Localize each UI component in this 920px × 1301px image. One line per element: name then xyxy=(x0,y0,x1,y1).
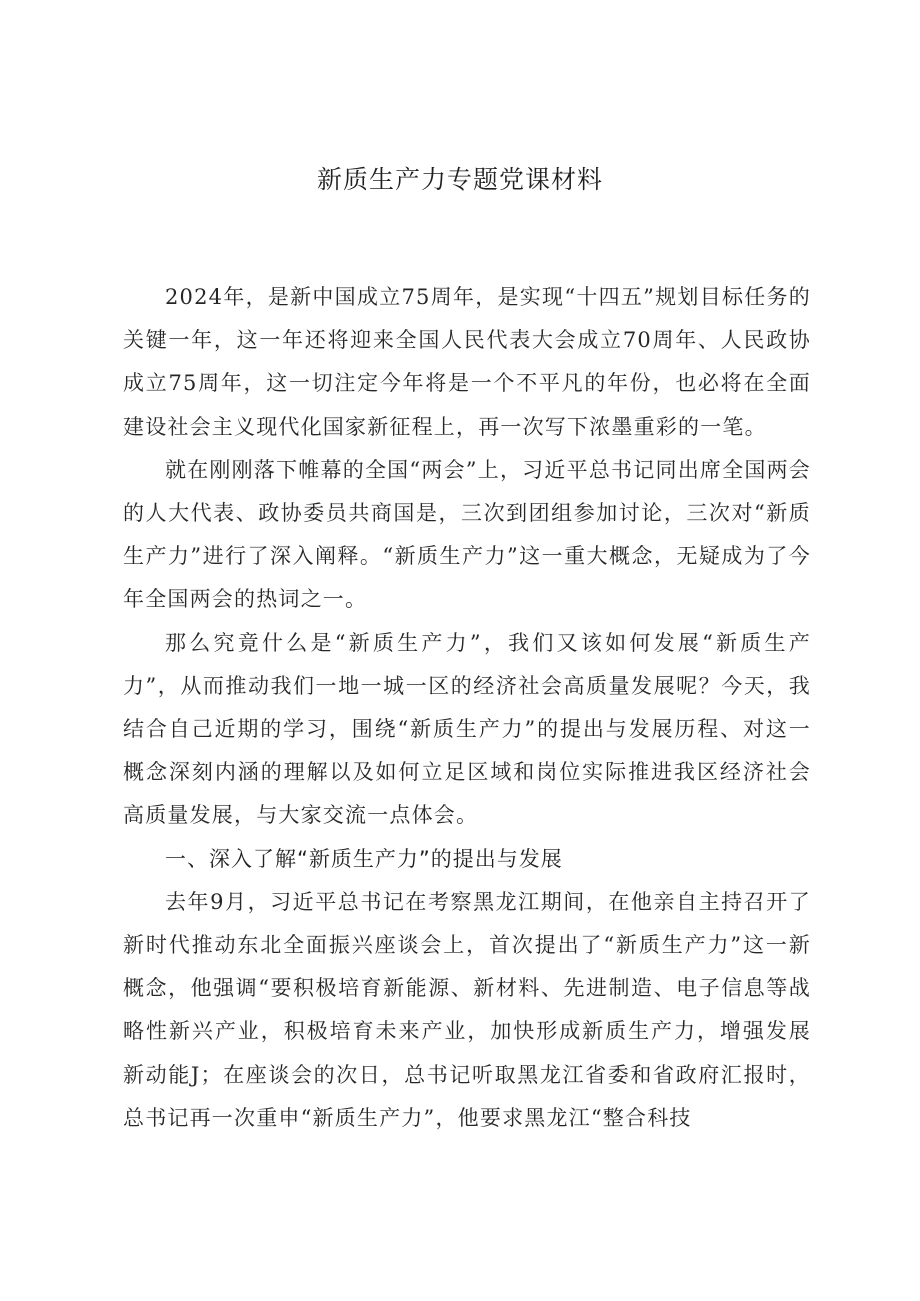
paragraph-1: 2024年，是新中国成立75周年，是实现“十四五”规划目标任务的关键一年，这一年还将迎来全国人民代表大会成立70周年、人民政协成立75周年，这一切注定今年将是一个不平凡的年份，也必将在全面建设社会主义现代化国家新征程上，再一次写下浓墨重彩的一笔。 xyxy=(123,285,811,439)
document-title: 新质生产力专题党课材料 xyxy=(316,165,603,194)
document-body xyxy=(123,276,811,1140)
paragraph-3: 那么究竟什么是“新质生产力”，我们又该如何发展“新质生产力”，从而推动我们一地一城一区的经济社会高质量发展呢？今天，我结合自己近期的学习，围绕“新质生产力”的提出与发展历程、对这一概念深刻内涵的理解以及如何立足区域和岗位实际推进我区经济社会高质量发展，与大家交流一点体会。 xyxy=(123,630,811,828)
paragraph-2: 就在刚刚落下帷幕的全国“两会”上，习近平总书记同出席全国两会的人大代表、政协委员共商国是，三次到团组参加讨论，三次对“新质生产力”进行了深入阐释。“新质生产力”这一重大概念，无疑成为了今年全国两会的热词之一。 xyxy=(123,457,811,612)
section-heading: 一、深入了解“新质生产力”的提出与发展 xyxy=(165,846,563,871)
section-paragraph: 去年9月，习近平总书记在考察黑龙江期间，在他亲自主持召开了新时代推动东北全面振兴座谈会上，首次提出了“新质生产力”这一新概念，他强调“要积极培育新能源、新材料、先进制造、电子信息等战略性新兴产业，积极培育未来产业，加快形成新质生产力，增强发展新动能J；在座谈会的次日，总书记听取黑龙江省委和省政府汇报时，总书记再一次重申“新质生产力”，他要求黑龙江“整合科技 xyxy=(123,889,811,1130)
